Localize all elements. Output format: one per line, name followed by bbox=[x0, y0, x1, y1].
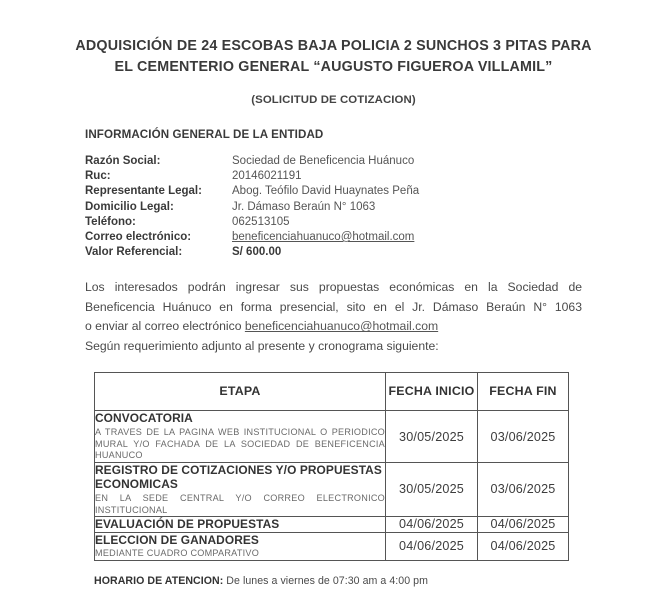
start-date-cell: 30/05/2025 bbox=[386, 411, 478, 462]
end-date-cell: 03/06/2025 bbox=[478, 462, 569, 516]
entity-info-value: 062513105 bbox=[232, 215, 290, 228]
end-date-cell: 04/06/2025 bbox=[478, 517, 569, 533]
entity-info-row bbox=[85, 245, 419, 260]
page-title: ADQUISICIÓN DE 24 ESCOBAS BAJA POLICIA 2 SUNCHOS 3 PITAS PARA EL CEMENTERIO GENERAL “AUGUSTO FIGUEROA VILLAMIL” bbox=[75, 38, 592, 75]
table-row bbox=[95, 532, 569, 560]
entity-info-value: Sociedad de Beneficencia Huánuco bbox=[232, 155, 415, 167]
column-header-etapa: ETAPA bbox=[95, 373, 386, 411]
email-link[interactable]: beneficenciahuanuco@hotmail.com bbox=[232, 231, 415, 244]
attention-hours-value: De lunes a viernes de 07:30 am a 4:00 pm bbox=[223, 574, 428, 587]
entity-info-label: Correo electrónico: bbox=[85, 231, 192, 244]
body-line-3 bbox=[85, 317, 582, 337]
table-row bbox=[95, 462, 569, 516]
body-line-2: Beneficencia Huánuco en forma presencial, sito en el Jr. Dámaso Beraún N° 1063 bbox=[85, 299, 582, 314]
entity-info-label: Representante Legal: bbox=[85, 185, 202, 198]
stage-cell bbox=[95, 411, 386, 462]
stage-description: A TRAVES DE LA PAGINA WEB INSTITUCIONAL O PERIODICO MURAL Y/O FACHADA DE LA SOCIEDAD DE BENEFICENCIA HUANUCO bbox=[95, 427, 385, 461]
body-paragraph bbox=[85, 278, 582, 356]
document-subtitle: (SOLICITUD DE COTIZACION) bbox=[251, 94, 416, 106]
stage-description: MEDIANTE CUADRO COMPARATIVO bbox=[95, 548, 260, 559]
stage-description: EN LA SEDE CENTRAL Y/O CORREO ELECTRONICO INSTITUCIONAL bbox=[95, 492, 385, 515]
body-line-1: Los interesados podrán ingresar sus propuestas económicas en la Sociedad de bbox=[85, 280, 582, 295]
entity-info-label: Teléfono: bbox=[85, 215, 136, 228]
schedule-table-wrapper bbox=[94, 372, 568, 561]
stage-name: ELECCION DE GANADORES bbox=[95, 532, 259, 547]
entity-info-row bbox=[85, 154, 419, 169]
stage-name: REGISTRO DE COTIZACIONES Y/O PROPUESTAS ECONOMICAS bbox=[95, 462, 382, 492]
entity-info-row bbox=[85, 215, 419, 230]
attention-hours-label: HORARIO DE ATENCION: bbox=[94, 574, 224, 587]
entity-info-value: Jr. Dámaso Beraún N° 1063 bbox=[232, 200, 376, 213]
entity-info-row bbox=[85, 184, 419, 199]
end-date-cell: 03/06/2025 bbox=[478, 411, 569, 462]
entity-info-value-referential: S/ 600.00 bbox=[232, 246, 282, 259]
start-date-cell: 30/05/2025 bbox=[386, 462, 478, 516]
table-row bbox=[95, 411, 569, 462]
body-line-4: Según requerimiento adjunto al presente y cronograma siguiente: bbox=[85, 338, 439, 353]
table-row bbox=[95, 517, 569, 533]
entity-info-row bbox=[85, 169, 419, 184]
schedule-table bbox=[94, 372, 569, 561]
entity-info-value: Abog. Teófilo David Huaynates Peña bbox=[232, 185, 420, 198]
stage-cell bbox=[95, 517, 386, 533]
email-link-body[interactable]: beneficenciahuanuco@hotmail.com bbox=[244, 319, 439, 334]
attention-hours-note bbox=[94, 575, 667, 587]
schedule-header-row bbox=[95, 373, 569, 411]
entity-info-label: Valor Referencial: bbox=[85, 246, 183, 259]
stage-name: CONVOCATORIA bbox=[95, 411, 193, 426]
stage-cell bbox=[95, 462, 386, 516]
entity-info-label: Razón Social: bbox=[85, 155, 161, 167]
body-line-3-prefix: o enviar al correo electrónico bbox=[85, 319, 245, 334]
section-heading-entity-info: INFORMACIÓN GENERAL DE LA ENTIDAD bbox=[85, 128, 324, 141]
stage-name: EVALUACIÓN DE PROPUESTAS bbox=[95, 517, 280, 532]
entity-info-label: Domicilio Legal: bbox=[85, 200, 174, 213]
entity-info-row bbox=[85, 230, 419, 245]
stage-cell bbox=[95, 532, 386, 560]
entity-info-list bbox=[85, 154, 419, 260]
end-date-cell: 04/06/2025 bbox=[478, 532, 569, 560]
entity-info-label: Ruc: bbox=[85, 170, 111, 183]
start-date-cell: 04/06/2025 bbox=[386, 532, 478, 560]
column-header-fecha-fin: FECHA FIN bbox=[478, 373, 569, 411]
entity-info-row bbox=[85, 200, 419, 215]
title-block bbox=[0, 0, 667, 106]
start-date-cell: 04/06/2025 bbox=[386, 517, 478, 533]
column-header-fecha-inicio: FECHA INICIO bbox=[386, 373, 478, 411]
entity-info-value: 20146021191 bbox=[232, 170, 302, 183]
